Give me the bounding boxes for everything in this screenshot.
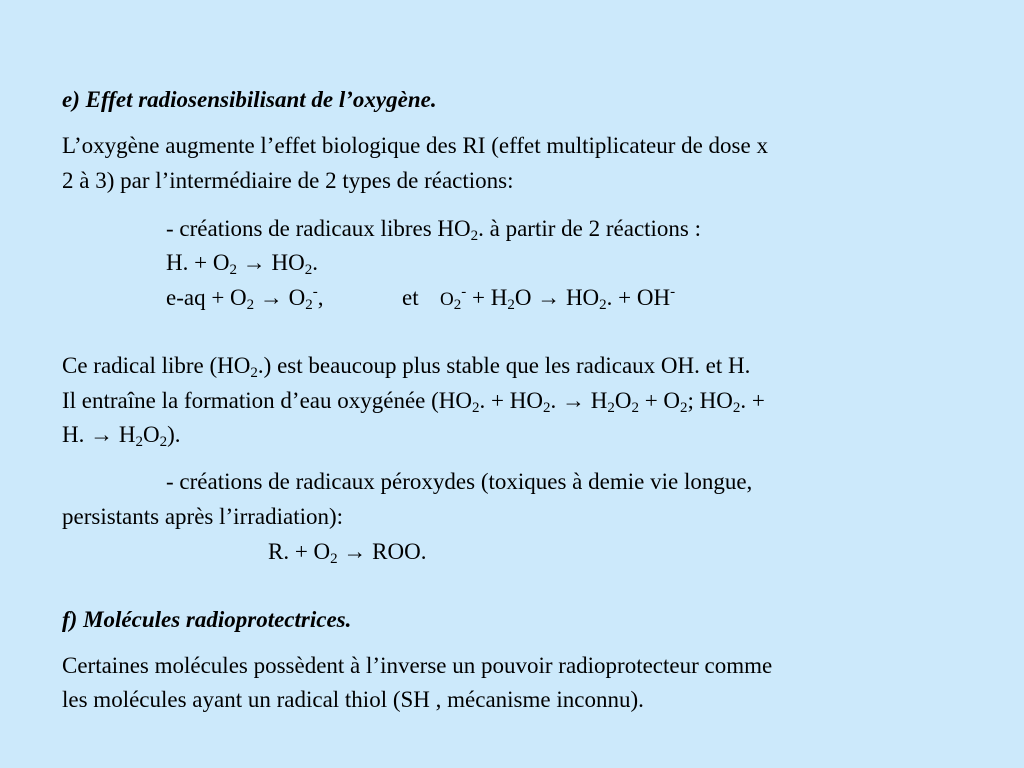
item-1-text-b: . à partir de 2 réactions : bbox=[478, 216, 702, 241]
item-1-line bbox=[166, 215, 701, 243]
subscript: 2 bbox=[542, 400, 551, 416]
peroxide-line-2-c: ). bbox=[167, 422, 181, 447]
subscript: 2 bbox=[159, 434, 168, 450]
reaction-3-part-d: . + OH bbox=[606, 285, 671, 310]
peroxide-line-1-g: . + bbox=[740, 388, 765, 413]
reaction-2-part-a: e-aq + O bbox=[166, 285, 247, 310]
peroxide-line-1 bbox=[62, 387, 765, 415]
superscript: - bbox=[461, 284, 467, 300]
peroxide-line-1-d: O bbox=[614, 388, 632, 413]
section-f-line-1: Certaines molécules possèdent à l’inverse un pouvoir radioprotecteur comme bbox=[62, 653, 773, 678]
peroxide-line-1-f: ; HO bbox=[687, 388, 733, 413]
peroxide-line-2-b: O bbox=[142, 422, 160, 447]
subscript: 2 bbox=[631, 400, 639, 416]
superscript: - bbox=[312, 284, 318, 300]
reaction-4-part-a: R. + O bbox=[268, 539, 331, 564]
peroxide-line-1-e: + O bbox=[638, 388, 681, 413]
subscript: 2 bbox=[599, 297, 607, 313]
subscript: 2 bbox=[246, 297, 255, 313]
reaction-1-part-a: H. + O bbox=[166, 250, 230, 275]
peroxide-line-2 bbox=[62, 421, 181, 449]
reaction-3-o: O bbox=[440, 289, 454, 310]
peroxide-line-1-a: Il entraîne la formation d’eau oxygénée (HO bbox=[62, 388, 472, 413]
intro-line-1: L’oxygène augmente l’effet biologique des RI (effet multiplicateur de dose x bbox=[62, 133, 768, 158]
stable-line bbox=[62, 352, 750, 380]
reaction-2-et: et bbox=[402, 285, 419, 310]
subscript: 2 bbox=[330, 551, 338, 567]
reaction-4-part-b: → ROO. bbox=[337, 539, 427, 564]
section-f-line-2: les molécules ayant un radical thiol (SH , mécanisme inconnu). bbox=[62, 687, 644, 712]
subscript: 2 bbox=[135, 434, 143, 450]
subscript: 2 bbox=[732, 400, 741, 416]
subscript: 2 bbox=[305, 297, 313, 313]
reaction-2-part-c: , bbox=[317, 285, 324, 310]
item-2-line-1: - créations de radicaux péroxydes (toxiques à demie vie longue, bbox=[166, 469, 753, 494]
peroxide-line-1-b: . + HO bbox=[479, 388, 543, 413]
intro-line-2: 2 à 3) par l’intermédiaire de 2 types de réactions: bbox=[62, 168, 514, 193]
section-e-heading: e) Effet radiosensibilisant de l’oxygène. bbox=[62, 87, 437, 112]
section-f-heading: f) Molécules radioprotectrices. bbox=[62, 607, 352, 632]
item-1-text-a: - créations de radicaux libres HO bbox=[166, 216, 471, 241]
subscript: 2 bbox=[507, 297, 515, 313]
subscript: 2 bbox=[470, 228, 479, 244]
reaction-1-part-c: . bbox=[312, 250, 318, 275]
item-2-line-2: persistants après l’irradiation): bbox=[62, 504, 344, 529]
reaction-1-part-b: → HO bbox=[236, 250, 305, 275]
subscript: 2 bbox=[680, 400, 688, 416]
reaction-3-part-c: O → HO bbox=[514, 285, 600, 310]
subscript: 2 bbox=[453, 297, 462, 313]
reaction-3 bbox=[440, 284, 675, 314]
reaction-4 bbox=[268, 538, 426, 566]
subscript: 2 bbox=[472, 400, 480, 416]
stable-line-b: .) est beaucoup plus stable que les radicaux OH. et H. bbox=[257, 353, 751, 378]
reaction-2-part-b: → O bbox=[254, 285, 306, 310]
stable-line-a: Ce radical libre (HO bbox=[62, 353, 251, 378]
reaction-2 bbox=[166, 284, 324, 312]
subscript: 2 bbox=[304, 262, 313, 278]
peroxide-line-2-a: H. → H bbox=[62, 422, 136, 447]
reaction-3-part-b: + H bbox=[466, 285, 508, 310]
subscript: 2 bbox=[229, 262, 237, 278]
reaction-1 bbox=[166, 249, 318, 277]
subscript: 2 bbox=[250, 365, 258, 381]
superscript: - bbox=[670, 284, 676, 300]
subscript: 2 bbox=[607, 400, 615, 416]
peroxide-line-1-c: . → H bbox=[550, 388, 608, 413]
